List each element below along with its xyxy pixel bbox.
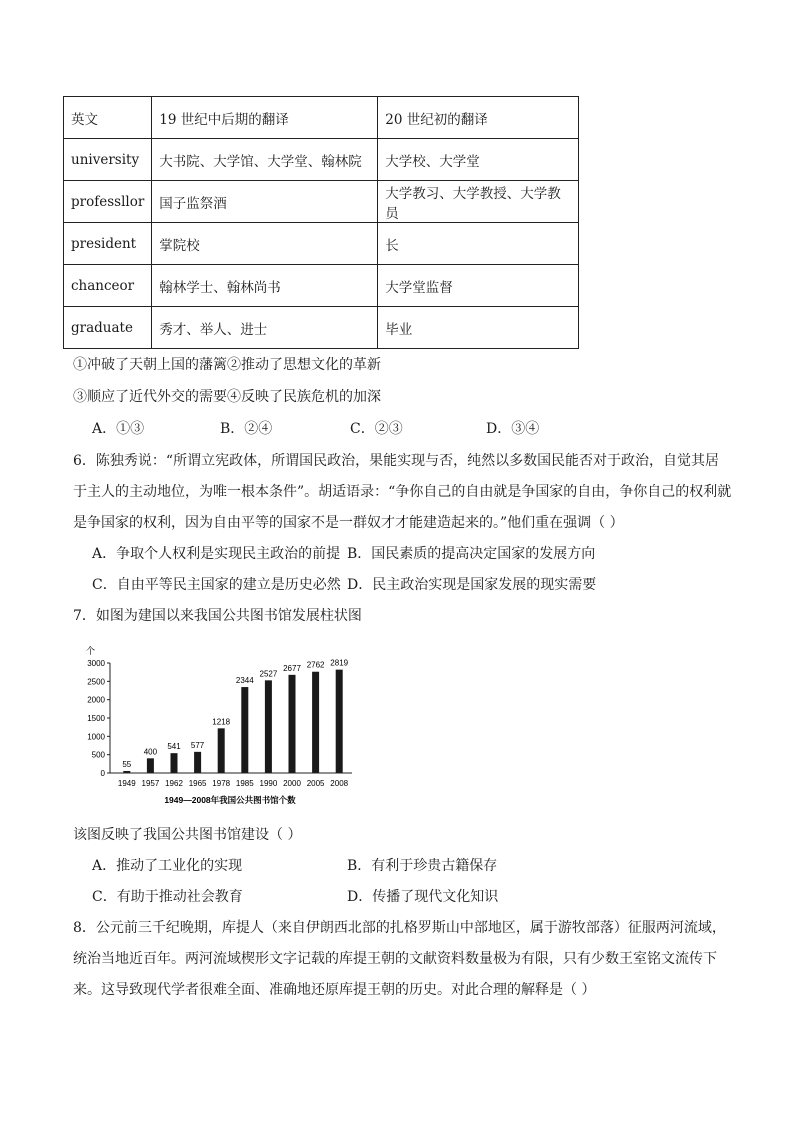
table-cell: 长: [378, 223, 579, 265]
bar-value-label: 55: [122, 759, 132, 769]
q7-stem: 7．如图为建国以来我国公共图书馆发展柱状图: [73, 608, 362, 624]
table-row: [64, 139, 579, 181]
bar-1985: [241, 687, 248, 773]
y-tick-label: 3000: [87, 659, 105, 668]
bar-value-label: 2344: [235, 676, 254, 686]
x-tick-label: 2000: [283, 779, 301, 788]
bar-value-label: 2527: [259, 669, 278, 679]
x-tick-label: 1978: [212, 779, 231, 788]
q5-option-d[interactable]: D．③④: [486, 421, 540, 437]
table-cell: 大学校、大学堂: [378, 139, 579, 181]
table-cell: 国子监祭酒: [152, 181, 378, 223]
y-tick-label: 1000: [87, 732, 105, 742]
x-tick-label: 1985: [235, 779, 254, 788]
y-tick-label: 500: [91, 750, 105, 760]
table-cell: chanceor: [64, 265, 152, 307]
y-tick-label: 2500: [87, 677, 105, 687]
q6-option-a[interactable]: A．争取个人权利是实现民主政治的前提: [92, 546, 341, 562]
table-cell: 秀才、举人、进士: [152, 307, 378, 349]
table-cell: university: [64, 139, 152, 181]
x-tick-label: 1957: [141, 779, 160, 788]
table-row: [64, 181, 579, 223]
x-tick-label: 1962: [165, 779, 183, 788]
q8-stem-line-2: 统治当地近百年。两河流域楔形文字记载的库提王朝的文献资料数量极为有限，只有少数王室铭文流传下: [73, 951, 717, 967]
q7-option-a[interactable]: A．推动了工业化的实现: [92, 858, 243, 874]
q7-option-d[interactable]: D．传播了现代文化知识: [347, 889, 499, 905]
y-tick-label: 0: [100, 769, 105, 778]
table-cell: 毕业: [378, 307, 579, 349]
table-cell: 大书院、大学馆、大学堂、翰林院: [152, 139, 378, 181]
q8-stem-line-3: 来。这导致现代学者很难全面、准确地还原库提王朝的历史。对此合理的解释是（ ）: [73, 982, 596, 998]
q6-stem-line-3: 是争国家的权利，因为自由平等的国家不是一群奴才才能建造起来的。”他们重在强调（ ）: [73, 515, 624, 531]
x-axis: [110, 773, 352, 788]
bar-value-label: 400: [143, 747, 158, 757]
x-tick-label: 1949: [117, 779, 136, 788]
library-bar-chart: [60, 640, 360, 810]
table-cell: 20 世纪初的翻译: [378, 97, 579, 139]
q6-option-d[interactable]: D．民主政治实现是国家发展的现实需要: [347, 577, 597, 593]
bar-value-label: 2762: [306, 660, 325, 670]
bar-1990: [265, 680, 272, 773]
table-cell: 英文: [64, 97, 152, 139]
bar-value-label: 577: [190, 740, 205, 750]
table-cell: 大学教习、大学教授、大学教员: [378, 181, 579, 223]
table-row: [64, 223, 579, 265]
q7-question: 该图反映了我国公共图书馆建设（ ）: [73, 827, 302, 843]
q5-option-a[interactable]: A．①③: [92, 421, 145, 437]
table-cell: 翰林学士、翰林尚书: [152, 265, 378, 307]
y-tick-label: 2000: [87, 695, 105, 705]
q6-stem-line-2: 于主人的主动地位，为唯一根本条件”。胡适语录：“争你自己的自由就是争国家的自由，争你自己的权利就: [73, 484, 732, 500]
q5-statement-2: ③顺应了近代外交的需要④反映了民族危机的加深: [73, 389, 381, 405]
chart-caption: 1949—2008年我国公共图书馆个数: [164, 795, 296, 805]
table-cell: 19 世纪中后期的翻译: [152, 97, 378, 139]
y-axis: [87, 659, 110, 778]
bar-2000: [289, 675, 296, 773]
table-header-row: [64, 97, 579, 139]
x-tick-label: 1990: [259, 779, 278, 788]
q7-option-b[interactable]: B．有利于珍贵古籍保存: [347, 858, 498, 874]
q6-option-c[interactable]: C．自由平等民主国家的建立是历史必然: [92, 577, 341, 593]
bar-value-label: 1218: [212, 717, 231, 727]
x-tick-label: 2005: [306, 779, 325, 788]
bar-value-label: 541: [167, 742, 181, 752]
table-cell: professllor: [64, 181, 152, 223]
bar-2008: [336, 670, 343, 773]
q6-option-b[interactable]: B．国民素质的提高决定国家的发展方向: [347, 546, 596, 562]
bar-1965: [194, 752, 201, 773]
q6-stem-line-1: 6．陈独秀说：“所谓立宪政体，所谓国民政治，果能实现与否，纯然以多数国民能否对于政治，自觉其居: [73, 453, 720, 469]
q8-stem-line-1: 8．公元前三千纪晚期，库提人（来自伊朗西北部的扎格罗斯山中部地区，属于游牧部落）征服两河流域，: [73, 920, 726, 936]
q5-option-c[interactable]: C．②③: [350, 421, 403, 437]
table-row: [64, 307, 579, 349]
y-tick-label: 1500: [87, 714, 105, 723]
q5-statement-1: ①冲破了天朝上国的藩篱②推动了思想文化的革新: [73, 357, 381, 373]
chart-unit-label: 个: [86, 646, 96, 656]
bars: [122, 659, 348, 773]
q7-option-c[interactable]: C．有助于推动社会教育: [92, 889, 243, 905]
bar-value-label: 2819: [330, 658, 349, 668]
q5-option-b[interactable]: B．②④: [220, 421, 273, 437]
bar-1962: [171, 753, 178, 773]
translation-table: [63, 96, 579, 349]
table-cell: graduate: [64, 307, 152, 349]
table-row: [64, 265, 579, 307]
table-cell: president: [64, 223, 152, 265]
bar-1957: [147, 758, 154, 773]
bar-1978: [218, 728, 225, 773]
bar-value-label: 2677: [283, 663, 301, 673]
x-tick-label: 1965: [188, 779, 207, 788]
bar-2005: [312, 672, 319, 773]
table-cell: 掌院校: [152, 223, 378, 265]
table-cell: 大学堂监督: [378, 265, 579, 307]
x-tick-label: 2008: [330, 779, 349, 788]
